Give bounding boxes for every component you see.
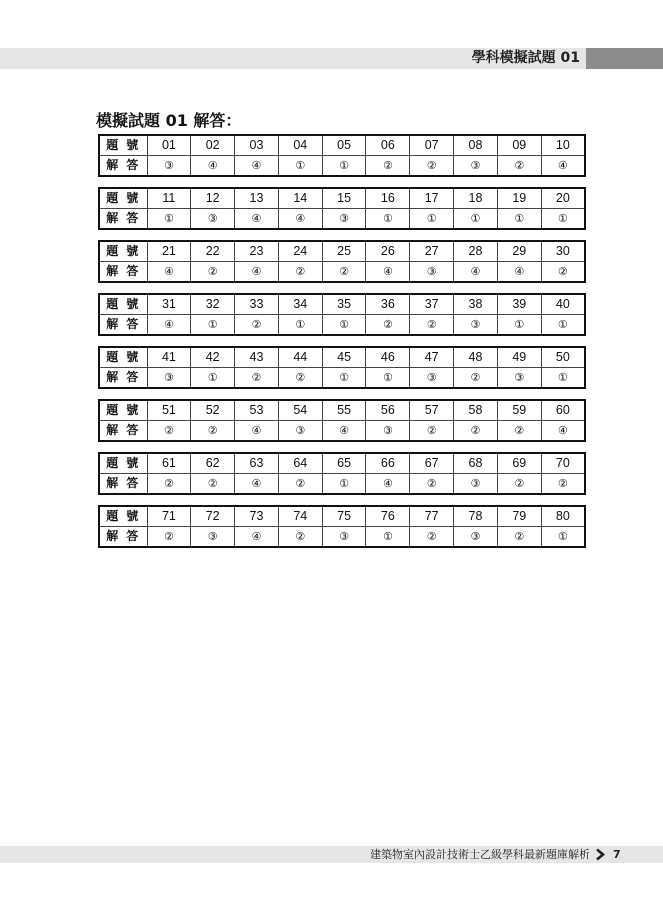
question-number-cell: 37	[410, 294, 454, 315]
answer-cell: ④	[366, 262, 410, 283]
answer-table	[98, 293, 586, 336]
question-number-row-label: 題號	[99, 135, 147, 156]
question-number-cell: 76	[366, 506, 410, 527]
answer-cell: ②	[497, 421, 541, 442]
answer-cell: ①	[454, 209, 498, 230]
question-number-cell: 32	[191, 294, 235, 315]
footer-book-title: 建築物室內設計技術士乙級學科最新題庫解析	[370, 848, 590, 861]
question-number-cell: 13	[235, 188, 279, 209]
question-number-cell: 62	[191, 453, 235, 474]
question-number-cell: 64	[278, 453, 322, 474]
question-number-cell: 36	[366, 294, 410, 315]
question-number-row	[99, 400, 585, 421]
question-number-cell: 22	[191, 241, 235, 262]
answer-cell: ②	[497, 474, 541, 495]
answer-table	[98, 134, 586, 177]
question-number-cell: 47	[410, 347, 454, 368]
answer-row-label: 解答	[99, 368, 147, 389]
answer-cell: ②	[278, 527, 322, 548]
answer-cell: ③	[454, 315, 498, 336]
answer-cell: ②	[366, 156, 410, 177]
answer-cell: ④	[366, 474, 410, 495]
answer-cell: ②	[191, 474, 235, 495]
question-number-row-label: 題號	[99, 453, 147, 474]
answer-row	[99, 474, 585, 495]
answer-cell: ②	[410, 315, 454, 336]
question-number-cell: 75	[322, 506, 366, 527]
question-number-cell: 39	[497, 294, 541, 315]
answer-cell: ④	[235, 209, 279, 230]
question-number-cell: 02	[191, 135, 235, 156]
question-number-cell: 35	[322, 294, 366, 315]
answer-cell: ④	[147, 262, 191, 283]
question-number-cell: 68	[454, 453, 498, 474]
answer-cell: ③	[147, 368, 191, 389]
answer-cell: ②	[147, 421, 191, 442]
question-number-cell: 69	[497, 453, 541, 474]
question-number-row-label: 題號	[99, 400, 147, 421]
answer-cell: ③	[322, 527, 366, 548]
question-number-cell: 61	[147, 453, 191, 474]
question-number-cell: 77	[410, 506, 454, 527]
answer-cell: ①	[497, 209, 541, 230]
question-number-cell: 67	[410, 453, 454, 474]
answer-cell: ①	[541, 315, 585, 336]
answer-cell: ③	[366, 421, 410, 442]
question-number-cell: 50	[541, 347, 585, 368]
answer-cell: ②	[497, 527, 541, 548]
answer-row-label: 解答	[99, 209, 147, 230]
question-number-cell: 30	[541, 241, 585, 262]
answer-cell: ②	[410, 474, 454, 495]
question-number-cell: 79	[497, 506, 541, 527]
answer-cell: ②	[278, 474, 322, 495]
question-number-cell: 18	[454, 188, 498, 209]
answer-cell: ③	[410, 368, 454, 389]
question-number-cell: 26	[366, 241, 410, 262]
question-number-cell: 08	[454, 135, 498, 156]
question-number-cell: 16	[366, 188, 410, 209]
answer-table	[98, 240, 586, 283]
question-number-cell: 42	[191, 347, 235, 368]
answer-cell: ①	[147, 209, 191, 230]
answer-cell: ④	[191, 156, 235, 177]
answer-row	[99, 315, 585, 336]
answer-row	[99, 262, 585, 283]
answer-table	[98, 505, 586, 548]
question-number-cell: 11	[147, 188, 191, 209]
question-number-cell: 72	[191, 506, 235, 527]
question-number-row	[99, 294, 585, 315]
question-number-cell: 05	[322, 135, 366, 156]
answer-cell: ①	[366, 209, 410, 230]
answer-cell: ②	[147, 474, 191, 495]
question-number-row	[99, 453, 585, 474]
answer-cell: ②	[366, 315, 410, 336]
answer-row-label: 解答	[99, 474, 147, 495]
answer-cell: ①	[322, 156, 366, 177]
answer-cell: ②	[410, 421, 454, 442]
answer-row	[99, 421, 585, 442]
question-number-cell: 17	[410, 188, 454, 209]
answer-cell: ③	[497, 368, 541, 389]
answer-cell: ③	[191, 527, 235, 548]
question-number-cell: 04	[278, 135, 322, 156]
answer-cell: ③	[454, 527, 498, 548]
answer-row	[99, 209, 585, 230]
answer-cell: ③	[191, 209, 235, 230]
question-number-cell: 41	[147, 347, 191, 368]
question-number-cell: 55	[322, 400, 366, 421]
question-number-cell: 58	[454, 400, 498, 421]
answer-cell: ③	[278, 421, 322, 442]
answer-cell: ④	[235, 474, 279, 495]
answer-cell: ①	[322, 474, 366, 495]
question-number-cell: 66	[366, 453, 410, 474]
answer-cell: ①	[541, 209, 585, 230]
question-number-cell: 53	[235, 400, 279, 421]
answer-cell: ④	[147, 315, 191, 336]
question-number-row-label: 題號	[99, 294, 147, 315]
answer-cell: ④	[235, 156, 279, 177]
question-number-cell: 57	[410, 400, 454, 421]
question-number-cell: 80	[541, 506, 585, 527]
question-number-cell: 23	[235, 241, 279, 262]
answer-cell: ②	[454, 368, 498, 389]
running-header-title: 學科模擬試題 01	[471, 50, 580, 66]
answer-cell: ②	[278, 368, 322, 389]
question-number-cell: 65	[322, 453, 366, 474]
answer-cell: ①	[497, 315, 541, 336]
answer-cell: ④	[541, 156, 585, 177]
question-number-row-label: 題號	[99, 188, 147, 209]
header-accent-block	[586, 48, 663, 69]
question-number-cell: 45	[322, 347, 366, 368]
answer-cell: ③	[147, 156, 191, 177]
answer-cell: ①	[278, 315, 322, 336]
question-number-cell: 12	[191, 188, 235, 209]
answer-cell: ①	[366, 368, 410, 389]
answer-cell: ①	[541, 527, 585, 548]
question-number-cell: 56	[366, 400, 410, 421]
question-number-cell: 01	[147, 135, 191, 156]
question-number-cell: 73	[235, 506, 279, 527]
question-number-cell: 52	[191, 400, 235, 421]
question-number-cell: 43	[235, 347, 279, 368]
answer-cell: ④	[235, 421, 279, 442]
question-number-cell: 21	[147, 241, 191, 262]
question-number-cell: 60	[541, 400, 585, 421]
answer-cell: ②	[497, 156, 541, 177]
answer-cell: ②	[541, 262, 585, 283]
question-number-cell: 06	[366, 135, 410, 156]
question-number-row	[99, 506, 585, 527]
question-number-row	[99, 241, 585, 262]
answer-row-label: 解答	[99, 262, 147, 283]
answer-table	[98, 187, 586, 230]
chevron-right-icon	[594, 848, 606, 861]
question-number-cell: 44	[278, 347, 322, 368]
question-number-cell: 51	[147, 400, 191, 421]
question-number-cell: 49	[497, 347, 541, 368]
question-number-row	[99, 135, 585, 156]
question-number-cell: 48	[454, 347, 498, 368]
question-number-row-label: 題號	[99, 506, 147, 527]
answer-cell: ④	[322, 421, 366, 442]
question-number-cell: 14	[278, 188, 322, 209]
answer-cell: ②	[235, 315, 279, 336]
question-number-cell: 34	[278, 294, 322, 315]
answer-cell: ③	[410, 262, 454, 283]
question-number-row	[99, 347, 585, 368]
question-number-cell: 46	[366, 347, 410, 368]
answer-cell: ①	[366, 527, 410, 548]
answer-cell: ④	[235, 262, 279, 283]
question-number-cell: 29	[497, 241, 541, 262]
question-number-cell: 24	[278, 241, 322, 262]
question-number-cell: 71	[147, 506, 191, 527]
question-number-row-label: 題號	[99, 241, 147, 262]
answer-cell: ①	[541, 368, 585, 389]
answer-row	[99, 368, 585, 389]
answer-row-label: 解答	[99, 156, 147, 177]
question-number-row	[99, 188, 585, 209]
answer-cell: ③	[322, 209, 366, 230]
answer-table	[98, 452, 586, 495]
question-number-cell: 33	[235, 294, 279, 315]
answer-cell: ②	[454, 421, 498, 442]
answer-cell: ②	[191, 421, 235, 442]
answer-cell: ②	[410, 156, 454, 177]
answer-cell: ②	[278, 262, 322, 283]
question-number-cell: 03	[235, 135, 279, 156]
answer-cell: ④	[454, 262, 498, 283]
answer-cell: ④	[278, 209, 322, 230]
question-number-cell: 25	[322, 241, 366, 262]
answer-cell: ①	[322, 315, 366, 336]
question-number-cell: 31	[147, 294, 191, 315]
question-number-cell: 10	[541, 135, 585, 156]
answer-cell: ①	[191, 315, 235, 336]
answer-cell: ④	[497, 262, 541, 283]
answer-cell: ②	[235, 368, 279, 389]
question-number-cell: 54	[278, 400, 322, 421]
section-title: 模擬試題 01 解答：	[96, 111, 242, 130]
answer-cell: ②	[410, 527, 454, 548]
question-number-cell: 63	[235, 453, 279, 474]
answer-cell: ①	[191, 368, 235, 389]
question-number-cell: 59	[497, 400, 541, 421]
question-number-row-label: 題號	[99, 347, 147, 368]
answer-row-label: 解答	[99, 315, 147, 336]
answer-row	[99, 156, 585, 177]
question-number-cell: 70	[541, 453, 585, 474]
answer-row-label: 解答	[99, 527, 147, 548]
answer-cell: ①	[410, 209, 454, 230]
question-number-cell: 20	[541, 188, 585, 209]
answer-cell: ④	[541, 421, 585, 442]
answer-cell: ②	[322, 262, 366, 283]
answer-cell: ②	[147, 527, 191, 548]
answer-cell: ①	[278, 156, 322, 177]
answer-table	[98, 346, 586, 389]
answer-cell: ③	[454, 156, 498, 177]
question-number-cell: 19	[497, 188, 541, 209]
question-number-cell: 28	[454, 241, 498, 262]
question-number-cell: 38	[454, 294, 498, 315]
answer-row-label: 解答	[99, 421, 147, 442]
answer-cell: ③	[454, 474, 498, 495]
answer-tables	[98, 134, 586, 558]
question-number-cell: 27	[410, 241, 454, 262]
answer-cell: ②	[541, 474, 585, 495]
answer-cell: ④	[235, 527, 279, 548]
question-number-cell: 09	[497, 135, 541, 156]
answer-cell: ②	[191, 262, 235, 283]
answer-row	[99, 527, 585, 548]
question-number-cell: 40	[541, 294, 585, 315]
question-number-cell: 15	[322, 188, 366, 209]
answer-cell: ①	[322, 368, 366, 389]
question-number-cell: 74	[278, 506, 322, 527]
answer-table	[98, 399, 586, 442]
question-number-cell: 07	[410, 135, 454, 156]
page-number: 7	[613, 848, 621, 861]
question-number-cell: 78	[454, 506, 498, 527]
